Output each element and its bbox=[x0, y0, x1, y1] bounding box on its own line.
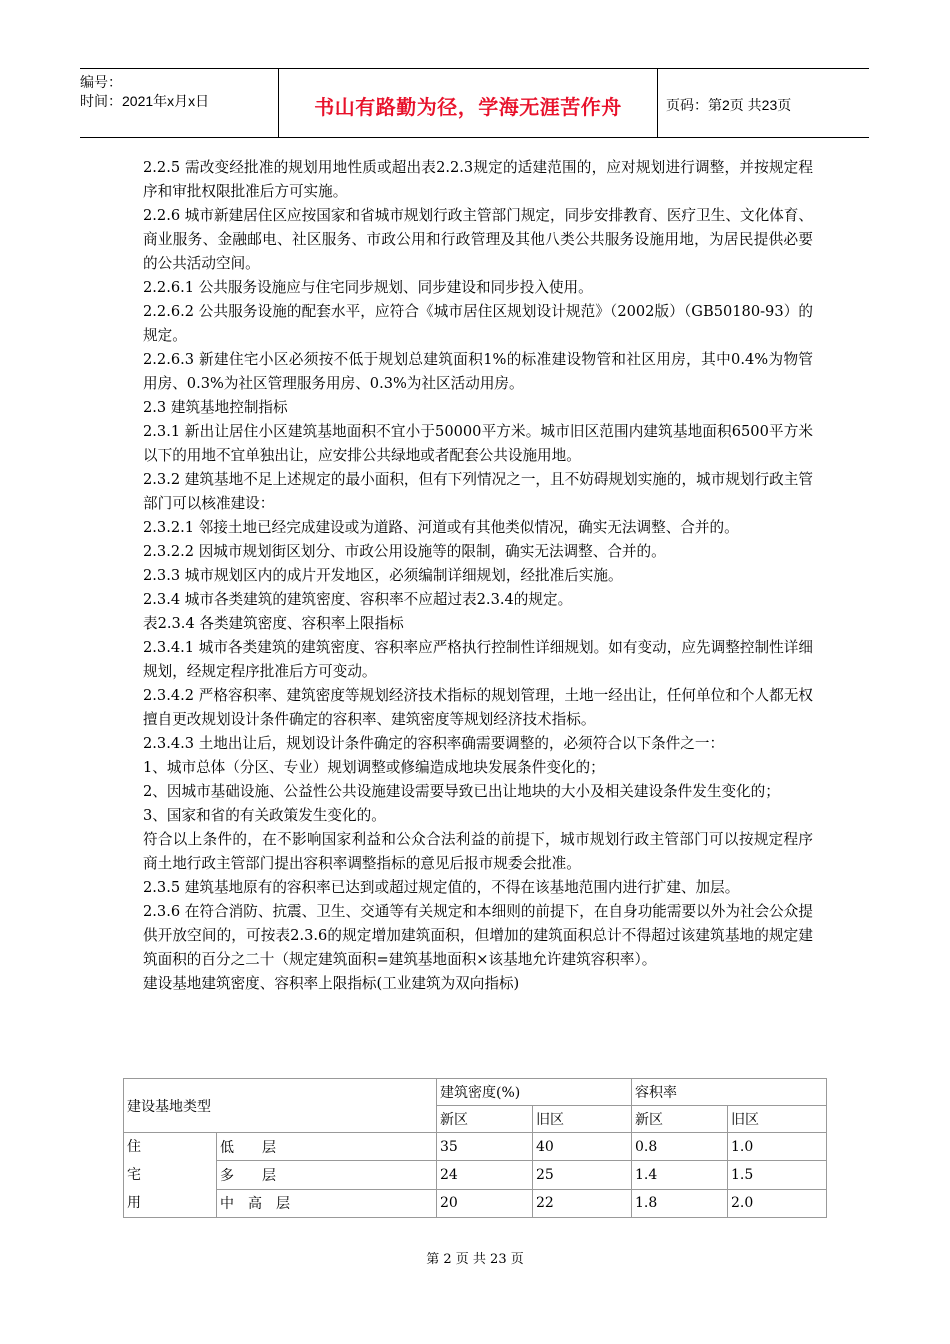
category-char: 用 bbox=[127, 1195, 141, 1211]
paragraph: 2.3.4.2 严格容积率、建筑密度等规划经济技术指标的规划管理，土地一经出让，任何单位和个人都无权擅自更改规划设计条件确定的容积率、建筑密度等规划经济技术指标。 bbox=[143, 687, 813, 728]
table-row bbox=[124, 1189, 827, 1217]
header-density-new: 新区 bbox=[437, 1106, 533, 1133]
table-header-row bbox=[124, 1079, 827, 1106]
category-cell bbox=[124, 1133, 217, 1218]
table-title: 建设基地建筑密度、容积率上限指标(工业建筑为双向指标) bbox=[143, 975, 520, 992]
density-new-cell: 35 bbox=[437, 1133, 533, 1161]
header-far: 容积率 bbox=[632, 1079, 827, 1106]
paragraph: 2.2.6.1 公共服务设施应与住宅同步规划、同步建设和同步投入使用。 bbox=[143, 279, 593, 296]
list-item: 3、国家和省的有关政策发生变化的。 bbox=[143, 807, 386, 824]
paragraph: 2.3.6 在符合消防、抗震、卫生、交通等有关规定和本细则的前提下，在自身功能需要以外为社会公众提供开放空间的，可按表2.3.6的规定增加建筑面积，但增加的建筑面积总计不得超过该建筑基地的规定建筑面积的百分之二十（规定建筑面积=建筑基地面积×该基地允许建筑容积率）。 bbox=[143, 903, 813, 968]
paragraph: 2.2.5 需改变经批准的规划用地性质或超出表2.2.3规定的适建范围的，应对规划进行调整，并按规定程序和审批权限批准后方可实施。 bbox=[143, 159, 813, 200]
paragraph: 2.2.6 城市新建居住区应按国家和省城市规划行政主管部门规定，同步安排教育、医疗卫生、文化体育、商业服务、金融邮电、社区服务、市政公用和行政管理及其他八类公共服务设施用地，为居民提供必要的公共活动空间。 bbox=[143, 207, 813, 272]
document-body bbox=[143, 156, 813, 996]
list-item: 2、因城市基础设施、公益性公共设施建设需要导致已出让地块的大小及相关建设条件发生变化的； bbox=[143, 783, 780, 800]
page-header bbox=[80, 68, 869, 138]
density-old-cell: 25 bbox=[533, 1161, 632, 1189]
category-char: 住 bbox=[127, 1139, 141, 1155]
paragraph: 2.3.4 城市各类建筑的建筑密度、容积率不应超过表2.3.4的规定。 bbox=[143, 591, 573, 608]
paragraph: 符合以上条件的，在不影响国家利益和公众合法利益的前提下，城市规划行政主管部门可以按规定程序商土地行政主管部门提出容积率调整指标的意见后报市规委会批准。 bbox=[143, 831, 813, 872]
paragraph: 2.3.4.1 城市各类建筑的建筑密度、容积率应严格执行控制性详细规划。如有变动，应先调整控制性详细规划，经规定程序批准后方可变动。 bbox=[143, 639, 813, 680]
paragraph: 2.3.4.3 土地出让后，规划设计条件确定的容积率确需要调整的，必须符合以下条件之一： bbox=[143, 735, 725, 752]
far-old-cell: 1.0 bbox=[728, 1133, 827, 1161]
density-new-cell: 24 bbox=[437, 1161, 533, 1189]
density-new-cell: 20 bbox=[437, 1189, 533, 1217]
far-new-cell: 1.8 bbox=[632, 1189, 728, 1217]
section-heading: 2.3 建筑基地控制指标 bbox=[143, 399, 288, 416]
date-label: 时间：2021年x月x日 bbox=[80, 93, 210, 109]
paragraph: 2.3.5 建筑基地原有的容积率已达到或超过规定值的，不得在该基地范围内进行扩建、加层。 bbox=[143, 879, 740, 896]
far-new-cell: 1.4 bbox=[632, 1161, 728, 1189]
paragraph: 2.3.2.1 邻接土地已经完成建设或为道路、河道或有其他类似情况，确实无法调整、合并的。 bbox=[143, 519, 739, 536]
header-meta bbox=[80, 69, 279, 137]
far-old-cell: 2.0 bbox=[728, 1189, 827, 1217]
density-old-cell: 22 bbox=[533, 1189, 632, 1217]
floor-cell: 多 层 bbox=[217, 1161, 437, 1189]
header-far-old: 旧区 bbox=[728, 1106, 827, 1133]
index-table bbox=[123, 1078, 827, 1218]
header-far-new: 新区 bbox=[632, 1106, 728, 1133]
paragraph: 2.2.6.2 公共服务设施的配套水平，应符合《城市居住区规划设计规范》（2002版）（GB50180-93）的规定。 bbox=[143, 303, 813, 344]
header-motto: 书山有路勤为径，学海无涯苦作舟 bbox=[279, 69, 658, 137]
header-density-old: 旧区 bbox=[533, 1106, 632, 1133]
table-row bbox=[124, 1133, 827, 1161]
page-footer: 第 2 页 共 23 页 bbox=[426, 1252, 524, 1267]
density-old-cell: 40 bbox=[533, 1133, 632, 1161]
paragraph: 2.3.3 城市规划区内的成片开发地区，必须编制详细规划，经批准后实施。 bbox=[143, 567, 623, 584]
table-row bbox=[124, 1161, 827, 1189]
far-old-cell: 1.5 bbox=[728, 1161, 827, 1189]
paragraph: 2.3.2.2 因城市规划街区划分、市政公用设施等的限制，确实无法调整、合并的。 bbox=[143, 543, 666, 560]
paragraph: 2.3.2 建筑基地不足上述规定的最小面积，但有下列情况之一，且不妨碍规划实施的，城市规划行政主管部门可以核准建设： bbox=[143, 471, 813, 512]
header-density: 建筑密度(%) bbox=[437, 1079, 632, 1106]
list-item: 1、城市总体（分区、专业）规划调整或修编造成地块发展条件变化的； bbox=[143, 759, 605, 776]
category-char: 宅 bbox=[127, 1167, 141, 1183]
paragraph: 2.2.6.3 新建住宅小区必须按不低于规划总建筑面积1%的标准建设物管和社区用房，其中0.4%为物管用房、0.3%为社区管理服务用房、0.3%为社区活动用房。 bbox=[143, 351, 813, 392]
paragraph: 2.3.1 新出让居住小区建筑基地面积不宜小于50000平方米。城市旧区范围内建筑基地面积6500平方米以下的用地不宜单独出让，应安排公共绿地或者配套公共设施用地。 bbox=[143, 423, 813, 464]
floor-cell: 低 层 bbox=[217, 1133, 437, 1161]
table-caption: 表2.3.4 各类建筑密度、容积率上限指标 bbox=[143, 615, 404, 632]
floor-cell: 中 高 层 bbox=[217, 1189, 437, 1217]
header-page-info: 页码：第2页 共23页 bbox=[666, 97, 792, 113]
header-type: 建设基地类型 bbox=[124, 1079, 437, 1133]
far-new-cell: 0.8 bbox=[632, 1133, 728, 1161]
number-label: 编号： bbox=[80, 74, 122, 90]
